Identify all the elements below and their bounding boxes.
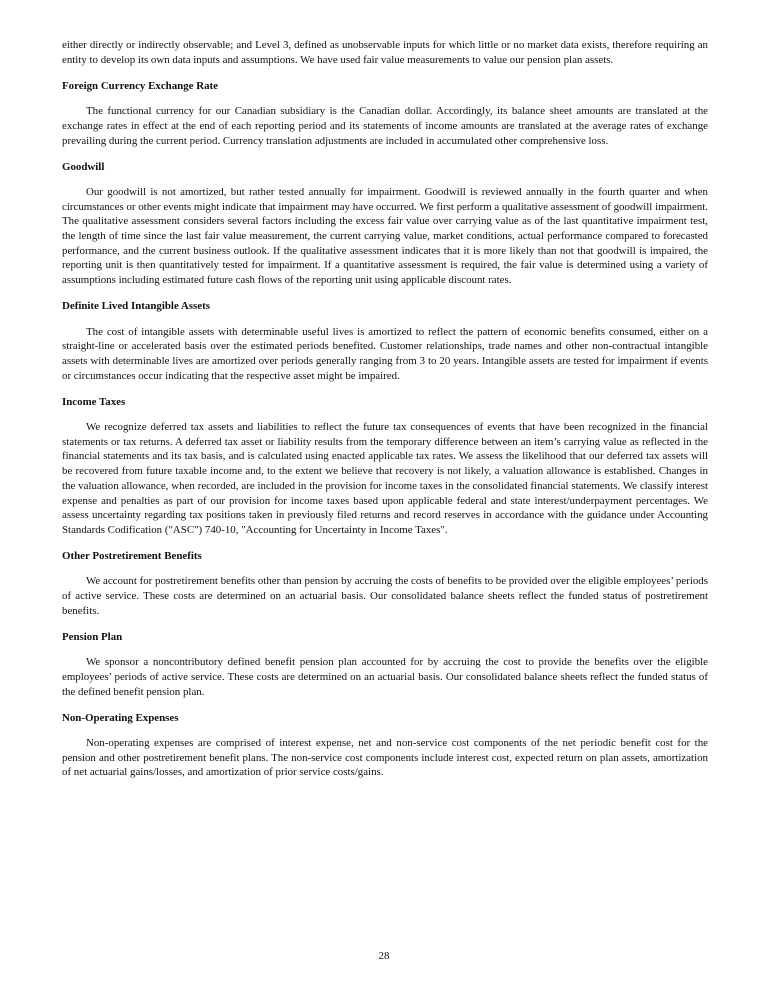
section-body-foreign-currency: The functional currency for our Canadian subsidiary is the Canadian dollar. Accordingly, its balance sheet amounts are translated at the exchange rates in effect at the end of each reporting period and its statements of income amounts are translated at the average rates of exchange prevailing during the current period. Currency translation adjustments are included in accumulated other comprehensive loss. [62,105,708,147]
document-page [62,38,708,792]
section-body-postretirement: We account for postretirement benefits other than pension by accruing the costs of benefits to be provided over the eligible employees’ periods of active service. These costs are determined on an actuarial basis. Our consolidated balance sheets reflect the funded status of postretirement benefits. [62,575,708,617]
section-body-goodwill: Our goodwill is not amortized, but rather tested annually for impairment. Goodwill is reviewed annually in the fourth quarter and when circumstances or other events might indicate that impairment may have occurred. We first perform a qualitative assessment of goodwill impairment. The qualitative assessment considers several factors including the excess fair value over carrying value as of the last quantitative impairment test, the length of time since the last fair value measurement, the current carrying value, market conditions, actual performance compared to forecasted performance, and the current business outlook. If the qualitative assessment indicates that it is more likely than not that goodwill is impaired, the reporting unit is then quantitatively tested for impairment. If a quantitative assessment is required, the fair value is determined using a variety of assumptions including estimated future cash flows of the reporting unit using applicable discount rates. [62,185,708,287]
section-heading-goodwill: Goodwill [62,160,105,173]
intro-paragraph: either directly or indirectly observable; and Level 3, defined as unobservable inputs for which little or no market data exists, therefore requiring an entity to develop its own data inputs and assumptions. We have used fair value measurements to value our pension plan assets. [62,39,708,66]
section-body-pension-plan: We sponsor a noncontributory defined benefit pension plan accounted for by accruing the cost to provide the benefits over the eligible employees’ periods of active service. These costs are determined on an actuarial basis. Our consolidated balance sheets reflect the funded status of the defined benefit pension plan. [62,656,708,698]
section-body-non-operating: Non-operating expenses are comprised of interest expense, net and non-service cost components of the net periodic benefit cost for the pension and other postretirement benefit plans. The non-service cost components include interest cost, expected return on plan assets, amortization of net actuarial gains/losses, and amortization of prior service costs/gains. [62,737,708,779]
section-heading-foreign-currency: Foreign Currency Exchange Rate [62,79,218,92]
section-heading-intangible-assets: Definite Lived Intangible Assets [62,300,210,313]
page-number: 28 [378,950,390,962]
section-body-income-taxes: We recognize deferred tax assets and liabilities to reflect the future tax consequences of events that have been recognized in the financial statements or tax returns. A deferred tax asset or liability results from the temporary difference between an item’s carrying value as reflected in the financial statements and its tax basis, and is calculated using enacted applicable tax rates. We assess the likelihood that our deferred tax assets will be recovered from future taxable income and, to the extent we believe that recovery is not likely, a valuation allowance is established. Changes in the valuation allowance, when recorded, are included in the provision for income taxes in the consolidated financial statements. We classify interest expense and penalties as part of our provision for income taxes based upon applicable federal and state interest/underpayment percentages. We assess uncertainty regarding tax positions taken in previously filed returns and record reserves in accordance with the guidance under Accounting Standards Codification ("ASC") 740-10, "Accounting for Uncertainty in Income Taxes". [62,421,708,536]
section-heading-postretirement: Other Postretirement Benefits [62,550,202,563]
section-heading-income-taxes: Income Taxes [62,395,126,408]
section-heading-non-operating: Non-Operating Expenses [62,711,179,724]
section-body-intangible-assets: The cost of intangible assets with determinable useful lives is amortized to reflect the pattern of economic benefits consumed, either on a straight-line or accelerated basis over the estimated periods benefited. Customer relationships, trade names and other non-contractual intangible assets with determinable lives are amortized over periods generally ranging from 3 to 20 years. Intangible assets are tested for impairment if events or circumstances occur indicating that the respective asset might be impaired. [62,325,708,382]
section-heading-pension-plan: Pension Plan [62,631,123,643]
